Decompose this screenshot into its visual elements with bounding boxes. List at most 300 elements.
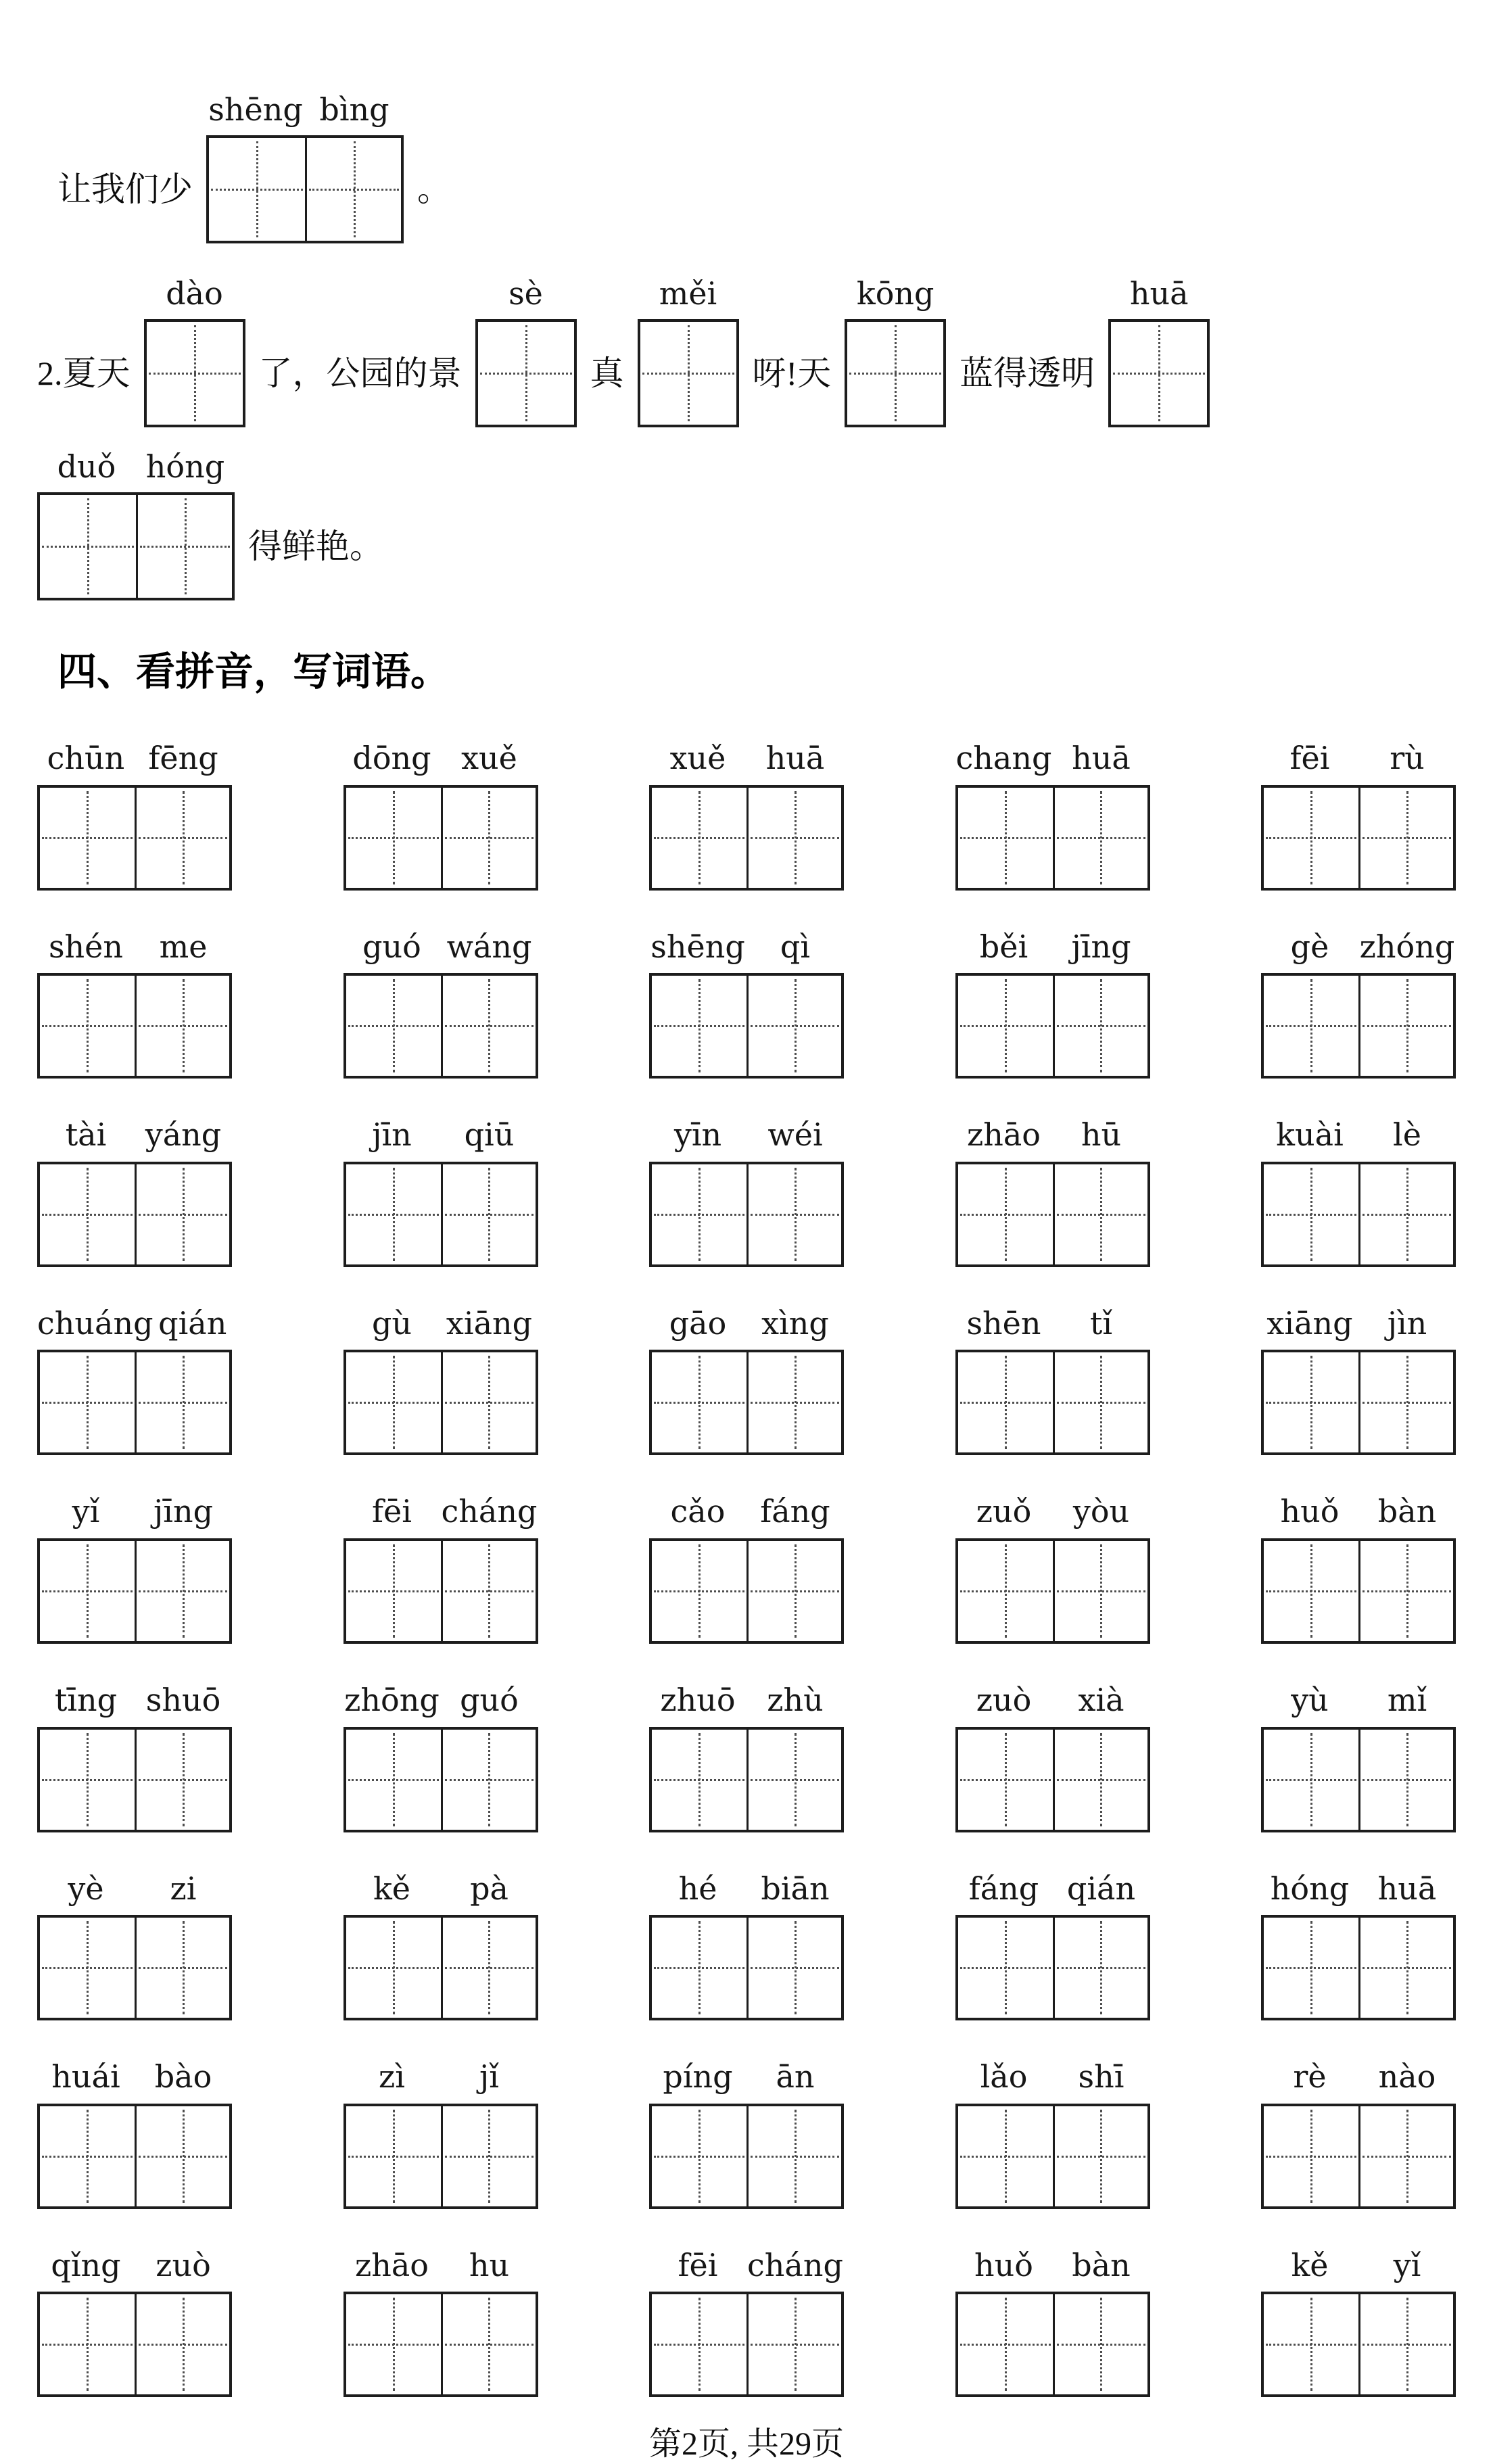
writing-cell (652, 2106, 746, 2206)
writing-box (37, 1350, 232, 1455)
pinyin-label (649, 741, 844, 776)
pinyin-box-group (343, 2248, 538, 2398)
writing-cell (958, 1164, 1053, 1264)
writing-box (1261, 1162, 1456, 1267)
sentence-1-text-before: 让我们少 (57, 170, 193, 208)
pinyin-label (955, 1872, 1150, 1906)
writing-cell (1358, 1352, 1453, 1452)
pinyin-syllable: qǐng (51, 2246, 121, 2283)
writing-box (1108, 319, 1210, 427)
pinyin-syllable: jīng (153, 1493, 214, 1530)
pinyin-syllable: shēn (966, 1304, 1041, 1342)
writing-box (1261, 1350, 1456, 1455)
pinyin-box-group (475, 275, 577, 427)
writing-cell (1358, 788, 1453, 888)
pinyin-label (343, 1306, 538, 1341)
pinyin-box-group (955, 1683, 1150, 1832)
writing-box (206, 135, 404, 243)
pinyin-box-group (955, 1306, 1150, 1456)
writing-box (1261, 1727, 1456, 1832)
pinyin-syllable: zhù (767, 1681, 824, 1718)
pinyin-box-group (144, 275, 245, 427)
writing-box (649, 973, 844, 1079)
writing-cell (1358, 2106, 1453, 2206)
pinyin-syllable: xiāng (446, 1304, 533, 1342)
sentence-2-continuation-text: 得鲜艳。 (248, 527, 383, 565)
pinyin-syllable: zhóng (1359, 928, 1455, 965)
pinyin-box-group (37, 2060, 232, 2209)
pinyin-syllable: yǐ (1393, 2246, 1421, 2283)
writing-cell (135, 1918, 229, 2018)
writing-cell (1358, 1730, 1453, 1830)
pinyin-label (649, 2060, 844, 2094)
pinyin-box-group (649, 2060, 844, 2209)
pinyin-syllable: mǐ (1387, 1681, 1427, 1718)
writing-cell (652, 2294, 746, 2394)
pinyin-box-group (37, 1872, 232, 2021)
pinyin-syllable: shēng (650, 928, 745, 965)
pinyin-box-group (955, 1494, 1150, 1644)
pinyin-box-group (1261, 1494, 1456, 1644)
pinyin-syllable: bàn (1377, 1493, 1437, 1530)
pinyin-syllable: zhōng (344, 1681, 440, 1718)
writing-cell (652, 1918, 746, 2018)
sentence-text: 真 (590, 354, 624, 392)
pinyin-label (649, 1872, 844, 1906)
pinyin-syllable: huǒ (1280, 1493, 1340, 1530)
pinyin-label (649, 2248, 844, 2283)
pinyin-label (37, 1872, 232, 1906)
pinyin-box-group (955, 930, 1150, 1079)
writing-box (343, 2104, 538, 2209)
writing-cell (847, 322, 943, 425)
writing-cell (346, 1730, 441, 1830)
pinyin-syllable: chūn (47, 740, 125, 776)
writing-cell (652, 1352, 746, 1452)
pinyin-box-group (1261, 1872, 1456, 2021)
writing-box (37, 785, 232, 891)
writing-box (955, 785, 1150, 891)
writing-cell (1264, 788, 1358, 888)
writing-box (475, 319, 577, 427)
pinyin-box-group (343, 741, 538, 891)
writing-box (649, 1915, 844, 2020)
pinyin-label (649, 1306, 844, 1341)
pinyin-label (1108, 277, 1210, 311)
writing-cell (478, 322, 574, 425)
pinyin-syllable: huā (1072, 740, 1131, 776)
pinyin-syllable: kě (1291, 2246, 1329, 2283)
writing-box (1261, 2292, 1456, 2397)
pinyin-syllable: huái (51, 2058, 120, 2095)
pinyin-label (649, 1683, 844, 1717)
pinyin-syllable: qián (158, 1304, 227, 1342)
writing-box (649, 1162, 844, 1267)
writing-box (649, 1538, 844, 1644)
sentence-2-continuation (37, 448, 1456, 600)
writing-cell (1358, 2294, 1453, 2394)
pinyin-syllable: jìn (1387, 1304, 1427, 1342)
pinyin-label (343, 2060, 538, 2094)
writing-box (37, 1538, 232, 1644)
writing-cell (135, 976, 229, 1076)
pinyin-box-group (37, 1306, 232, 1456)
writing-cell (441, 2106, 536, 2206)
writing-box (955, 1727, 1150, 1832)
writing-box (37, 2104, 232, 2209)
writing-cell (640, 322, 736, 425)
pinyin-syllable: hóng (145, 448, 225, 485)
writing-box (343, 1915, 538, 2020)
writing-cell (441, 976, 536, 1076)
pinyin-box-group (37, 741, 232, 891)
writing-cell (746, 1164, 841, 1264)
pinyin-syllable: cháng (441, 1493, 538, 1530)
pinyin-label (37, 450, 235, 484)
writing-box (649, 785, 844, 891)
writing-box (37, 1162, 232, 1267)
writing-cell (958, 2294, 1053, 2394)
writing-cell (1358, 976, 1453, 1076)
pinyin-syllable: guó (362, 928, 421, 965)
pinyin-syllable: fēi (1289, 740, 1330, 776)
writing-cell (1111, 322, 1207, 425)
pinyin-syllable: xuě (669, 740, 726, 776)
writing-cell (746, 788, 841, 888)
pinyin-syllable: biān (761, 1870, 830, 1907)
word-grid-row (37, 897, 1456, 1079)
writing-cell (1053, 1918, 1147, 2018)
writing-box (343, 785, 538, 891)
pinyin-box-group (1261, 1306, 1456, 1456)
writing-box (343, 1350, 538, 1455)
writing-cell (305, 138, 401, 241)
writing-box (343, 1162, 538, 1267)
writing-cell (652, 788, 746, 888)
pinyin-syllable: zhuō (660, 1681, 736, 1718)
writing-cell (135, 1164, 229, 1264)
pinyin-syllable: jǐ (479, 2058, 499, 2095)
word-grid-row (37, 2216, 1456, 2398)
writing-cell (1358, 1541, 1453, 1641)
writing-cell (1264, 1352, 1358, 1452)
pinyin-syllable: kě (373, 1870, 411, 1907)
word-grid-row (37, 1274, 1456, 1456)
pinyin-syllable: qì (780, 928, 811, 965)
pinyin-syllable: huǒ (974, 2246, 1033, 2283)
writing-cell (40, 788, 135, 888)
pinyin-label (343, 1494, 538, 1529)
pinyin-syllable: yīn (673, 1116, 722, 1154)
writing-cell (1053, 2106, 1147, 2206)
pinyin-box-group (343, 1306, 538, 1456)
writing-cell (135, 1352, 229, 1452)
writing-box (955, 1162, 1150, 1267)
writing-cell (441, 1541, 536, 1641)
writing-cell (40, 2294, 135, 2394)
writing-cell (441, 788, 536, 888)
writing-cell (136, 495, 232, 598)
pinyin-syllable: yáng (145, 1116, 222, 1154)
pinyin-syllable: jīng (1071, 928, 1131, 965)
page-footer: 第2页, 共29页 (648, 2426, 844, 2463)
pinyin-box-group (649, 1683, 844, 1832)
pinyin-label (955, 2060, 1150, 2094)
worksheet-page (0, 91, 1493, 2464)
writing-box (649, 1727, 844, 1832)
pinyin-label (638, 277, 739, 311)
pinyin-syllable: xìng (761, 1304, 829, 1342)
pinyin-label (1261, 1683, 1456, 1717)
writing-cell (346, 1918, 441, 2018)
writing-cell (1264, 1918, 1358, 2018)
word-grid-row (37, 1462, 1456, 1644)
pinyin-box-group (638, 275, 739, 427)
writing-box (955, 2104, 1150, 2209)
pinyin-label (144, 277, 245, 311)
writing-box (37, 1915, 232, 2020)
writing-cell (346, 1352, 441, 1452)
pinyin-syllable: zuò (156, 2246, 211, 2283)
pinyin-syllable: fēng (148, 740, 218, 776)
pinyin-box-group (1261, 930, 1456, 1079)
pinyin-syllable: zhāo (967, 1116, 1041, 1154)
pinyin-box-group (955, 1118, 1150, 1267)
pinyin-syllable: gāo (669, 1304, 727, 1342)
sentence-text: 了，公园的景 (258, 354, 462, 392)
pinyin-word-grid (37, 709, 1456, 2397)
pinyin-label (955, 1494, 1150, 1529)
pinyin-label (649, 930, 844, 964)
pinyin-syllable: yù (1291, 1681, 1329, 1718)
writing-cell (958, 1918, 1053, 2018)
pinyin-box-group (1261, 1683, 1456, 1832)
writing-box (343, 973, 538, 1079)
pinyin-syllable: gù (371, 1304, 412, 1342)
writing-box (955, 2292, 1150, 2397)
pinyin-box-group (343, 930, 538, 1079)
pinyin-syllable: shuō (145, 1681, 221, 1718)
writing-cell (441, 1164, 536, 1264)
pinyin-box-group (1261, 2060, 1456, 2209)
writing-box (955, 973, 1150, 1079)
pinyin-syllable: měi (659, 275, 717, 312)
sentence-1-period: 。 (417, 170, 451, 208)
writing-cell (958, 2106, 1053, 2206)
writing-cell (441, 1352, 536, 1452)
pinyin-box-group (206, 91, 404, 243)
writing-cell (958, 1541, 1053, 1641)
writing-cell (652, 1164, 746, 1264)
writing-cell (1264, 976, 1358, 1076)
writing-cell (958, 1352, 1053, 1452)
pinyin-label (206, 93, 404, 127)
word-grid-row (37, 1651, 1456, 1832)
pinyin-box-group (343, 1683, 538, 1832)
pinyin-syllable: tǐ (1089, 1304, 1113, 1342)
writing-box (144, 319, 245, 427)
pinyin-syllable: shī (1078, 2058, 1124, 2095)
pinyin-label (343, 1872, 538, 1906)
pinyin-syllable: qiū (464, 1116, 515, 1154)
writing-cell (40, 1918, 135, 2018)
pinyin-box-group (955, 741, 1150, 891)
pinyin-box-group (37, 448, 235, 600)
pinyin-syllable: huā (765, 740, 825, 776)
writing-cell (209, 138, 305, 241)
pinyin-label (955, 930, 1150, 964)
writing-cell (958, 788, 1053, 888)
pinyin-syllable: hé (678, 1870, 717, 1907)
pinyin-label (37, 741, 232, 776)
writing-cell (346, 1164, 441, 1264)
writing-cell (1053, 2294, 1147, 2394)
pinyin-syllable: cǎo (670, 1493, 726, 1530)
writing-cell (135, 1541, 229, 1641)
pinyin-box-group (649, 1872, 844, 2021)
pinyin-syllable: zuǒ (976, 1493, 1032, 1530)
pinyin-label (955, 741, 1150, 776)
pinyin-syllable: huā (1129, 275, 1189, 312)
pinyin-syllable: zi (170, 1870, 197, 1907)
pinyin-syllable: bào (154, 2058, 212, 2095)
pinyin-syllable: hu (469, 2246, 510, 2283)
pinyin-box-group (955, 2248, 1150, 2398)
pinyin-label (343, 930, 538, 964)
pinyin-label (649, 1118, 844, 1152)
writing-cell (40, 1164, 135, 1264)
pinyin-syllable: chuáng (37, 1304, 153, 1342)
writing-cell (135, 1730, 229, 1830)
pinyin-label (343, 741, 538, 776)
writing-box (638, 319, 739, 427)
pinyin-syllable: dào (166, 275, 223, 312)
sentence-2 (37, 275, 1456, 427)
pinyin-syllable: wáng (446, 928, 532, 965)
pinyin-label (343, 2248, 538, 2283)
writing-box (37, 492, 235, 600)
writing-box (955, 1350, 1150, 1455)
sentence-1 (57, 91, 1456, 243)
pinyin-syllable: bìng (319, 91, 389, 128)
pinyin-box-group (955, 1872, 1150, 2021)
pinyin-box-group (1261, 2248, 1456, 2398)
writing-cell (346, 1541, 441, 1641)
writing-cell (1358, 1918, 1453, 2018)
sentence-text: 蓝得透明 (959, 354, 1095, 392)
writing-cell (746, 1352, 841, 1452)
pinyin-syllable: gè (1290, 928, 1329, 965)
pinyin-syllable: jīn (372, 1116, 412, 1154)
pinyin-syllable: yǐ (72, 1493, 100, 1530)
pinyin-syllable: fēi (372, 1493, 412, 1530)
writing-box (649, 2104, 844, 2209)
writing-cell (1053, 1541, 1147, 1641)
pinyin-label (1261, 1306, 1456, 1341)
section-4-title: 四、看拼音，写词语。 (57, 650, 450, 694)
pinyin-syllable: wéi (767, 1116, 823, 1154)
pinyin-label (955, 1683, 1150, 1717)
writing-box (343, 1538, 538, 1644)
writing-cell (746, 1918, 841, 2018)
writing-cell (746, 976, 841, 1076)
writing-cell (746, 1730, 841, 1830)
pinyin-syllable: qián (1066, 1870, 1136, 1907)
pinyin-syllable: píng (663, 2058, 733, 2095)
writing-box (1261, 2104, 1456, 2209)
writing-box (37, 1727, 232, 1832)
writing-cell (1053, 1352, 1147, 1452)
pinyin-syllable: běi (979, 928, 1028, 965)
sentence-text: 2.夏天 (37, 354, 131, 392)
pinyin-syllable: zì (379, 2058, 405, 2095)
pinyin-syllable: ān (776, 2058, 815, 2095)
writing-cell (1053, 1164, 1147, 1264)
pinyin-box-group (955, 2060, 1150, 2209)
word-grid-row (37, 1839, 1456, 2021)
writing-cell (147, 322, 243, 425)
pinyin-label (1261, 2060, 1456, 2094)
writing-cell (958, 1730, 1053, 1830)
pinyin-syllable: chang (955, 740, 1052, 776)
pinyin-box-group (37, 1494, 232, 1644)
pinyin-syllable: guó (460, 1681, 519, 1718)
pinyin-box-group (1261, 1118, 1456, 1267)
pinyin-label (1261, 1872, 1456, 1906)
pinyin-box-group (37, 930, 232, 1079)
pinyin-syllable: huā (1377, 1870, 1437, 1907)
writing-box (955, 1538, 1150, 1644)
pinyin-label (1261, 741, 1456, 776)
pinyin-label (1261, 2248, 1456, 2283)
pinyin-syllable: xuě (461, 740, 517, 776)
pinyin-box-group (649, 1494, 844, 1644)
pinyin-box-group (37, 1118, 232, 1267)
pinyin-label (37, 2248, 232, 2283)
writing-cell (346, 788, 441, 888)
pinyin-syllable: tài (65, 1116, 107, 1154)
writing-cell (40, 2106, 135, 2206)
pinyin-syllable: lǎo (980, 2058, 1028, 2095)
writing-box (845, 319, 946, 427)
pinyin-syllable: fáng (760, 1493, 830, 1530)
pinyin-box-group (1108, 275, 1210, 427)
writing-cell (1264, 2106, 1358, 2206)
pinyin-label (649, 1494, 844, 1529)
pinyin-label (955, 1306, 1150, 1341)
pinyin-syllable: yè (68, 1870, 104, 1907)
word-grid-row (37, 1085, 1456, 1267)
pinyin-syllable: kōng (856, 275, 934, 312)
writing-cell (1358, 1164, 1453, 1264)
pinyin-box-group (37, 2248, 232, 2398)
pinyin-syllable: kuài (1276, 1116, 1344, 1154)
pinyin-box-group (1261, 741, 1456, 891)
pinyin-label (343, 1118, 538, 1152)
writing-box (343, 2292, 538, 2397)
pinyin-label (37, 1683, 232, 1717)
pinyin-syllable: zhāo (355, 2246, 429, 2283)
pinyin-box-group (343, 2060, 538, 2209)
pinyin-label (1261, 1118, 1456, 1152)
writing-cell (1264, 1164, 1358, 1264)
pinyin-label (37, 1118, 232, 1152)
word-grid-row (37, 709, 1456, 891)
pinyin-syllable: pà (470, 1870, 508, 1907)
pinyin-syllable: bàn (1072, 2246, 1131, 2283)
word-grid-row (37, 2027, 1456, 2209)
writing-cell (1264, 1541, 1358, 1641)
